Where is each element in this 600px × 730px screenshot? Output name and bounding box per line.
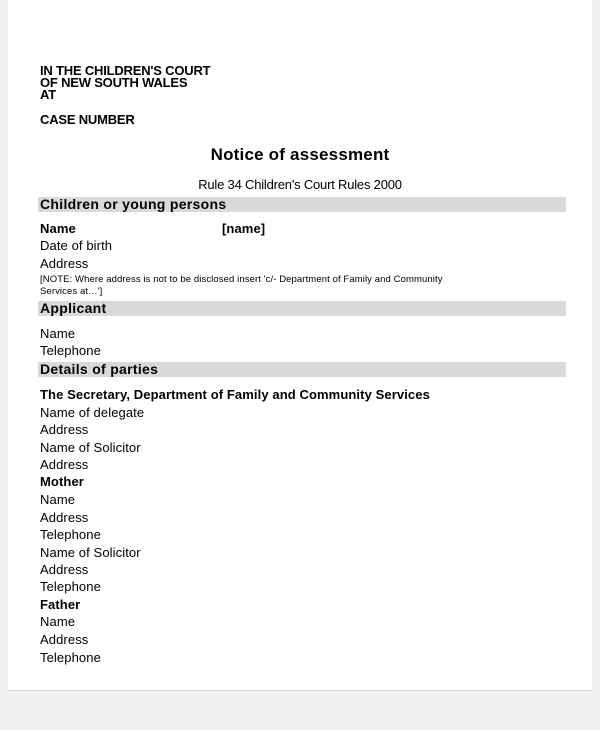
section-band-children <box>38 197 566 212</box>
mother-solicitor-label: Name of Solicitor <box>40 545 141 560</box>
child-address-note-2: Services at…'] <box>40 286 103 297</box>
mother-solicitor-address-label: Address <box>40 562 89 577</box>
section-heading-parties: Details of parties <box>40 361 159 377</box>
mother-solicitor-telephone-label: Telephone <box>40 579 101 594</box>
court-line-1: IN THE CHILDREN'S COURT <box>40 63 211 78</box>
child-name-value: [name] <box>222 221 266 236</box>
delegate-label: Name of delegate <box>40 405 145 420</box>
applicant-telephone-label: Telephone <box>40 343 101 358</box>
document-page <box>8 0 592 691</box>
child-name-label: Name <box>40 221 76 236</box>
child-address-label: Address <box>40 256 89 271</box>
rule-subtitle: Rule 34 Children's Court Rules 2000 <box>198 177 402 192</box>
secretary-address-label: Address <box>40 422 89 437</box>
secretary-solicitor-label: Name of Solicitor <box>40 440 141 455</box>
section-heading-applicant: Applicant <box>40 300 107 316</box>
section-band-parties <box>38 362 566 377</box>
child-address-note-1: [NOTE: Where address is not to be disclosed insert 'c/- Department of Family and Community <box>40 274 443 285</box>
court-line-3: AT <box>40 87 56 102</box>
mother-telephone-label: Telephone <box>40 527 101 542</box>
mother-address-label: Address <box>40 510 89 525</box>
child-dob-label: Date of birth <box>40 238 113 253</box>
case-number-label: CASE NUMBER <box>40 112 135 127</box>
mother-name-label: Name <box>40 492 76 507</box>
father-telephone-label: Telephone <box>40 650 101 665</box>
court-line-2: OF NEW SOUTH WALES <box>40 75 188 90</box>
section-heading-children: Children or young persons <box>40 196 227 212</box>
page-title: Notice of assessment <box>210 145 390 164</box>
secretary-solicitor-address-label: Address <box>40 457 89 472</box>
secretary-heading: The Secretary, Department of Family and Community Services <box>40 387 430 402</box>
father-address-label: Address <box>40 632 89 647</box>
applicant-name-label: Name <box>40 326 76 341</box>
mother-heading: Mother <box>40 474 84 489</box>
father-name-label: Name <box>40 614 76 629</box>
father-heading: Father <box>40 597 81 612</box>
section-band-applicant <box>38 301 566 316</box>
